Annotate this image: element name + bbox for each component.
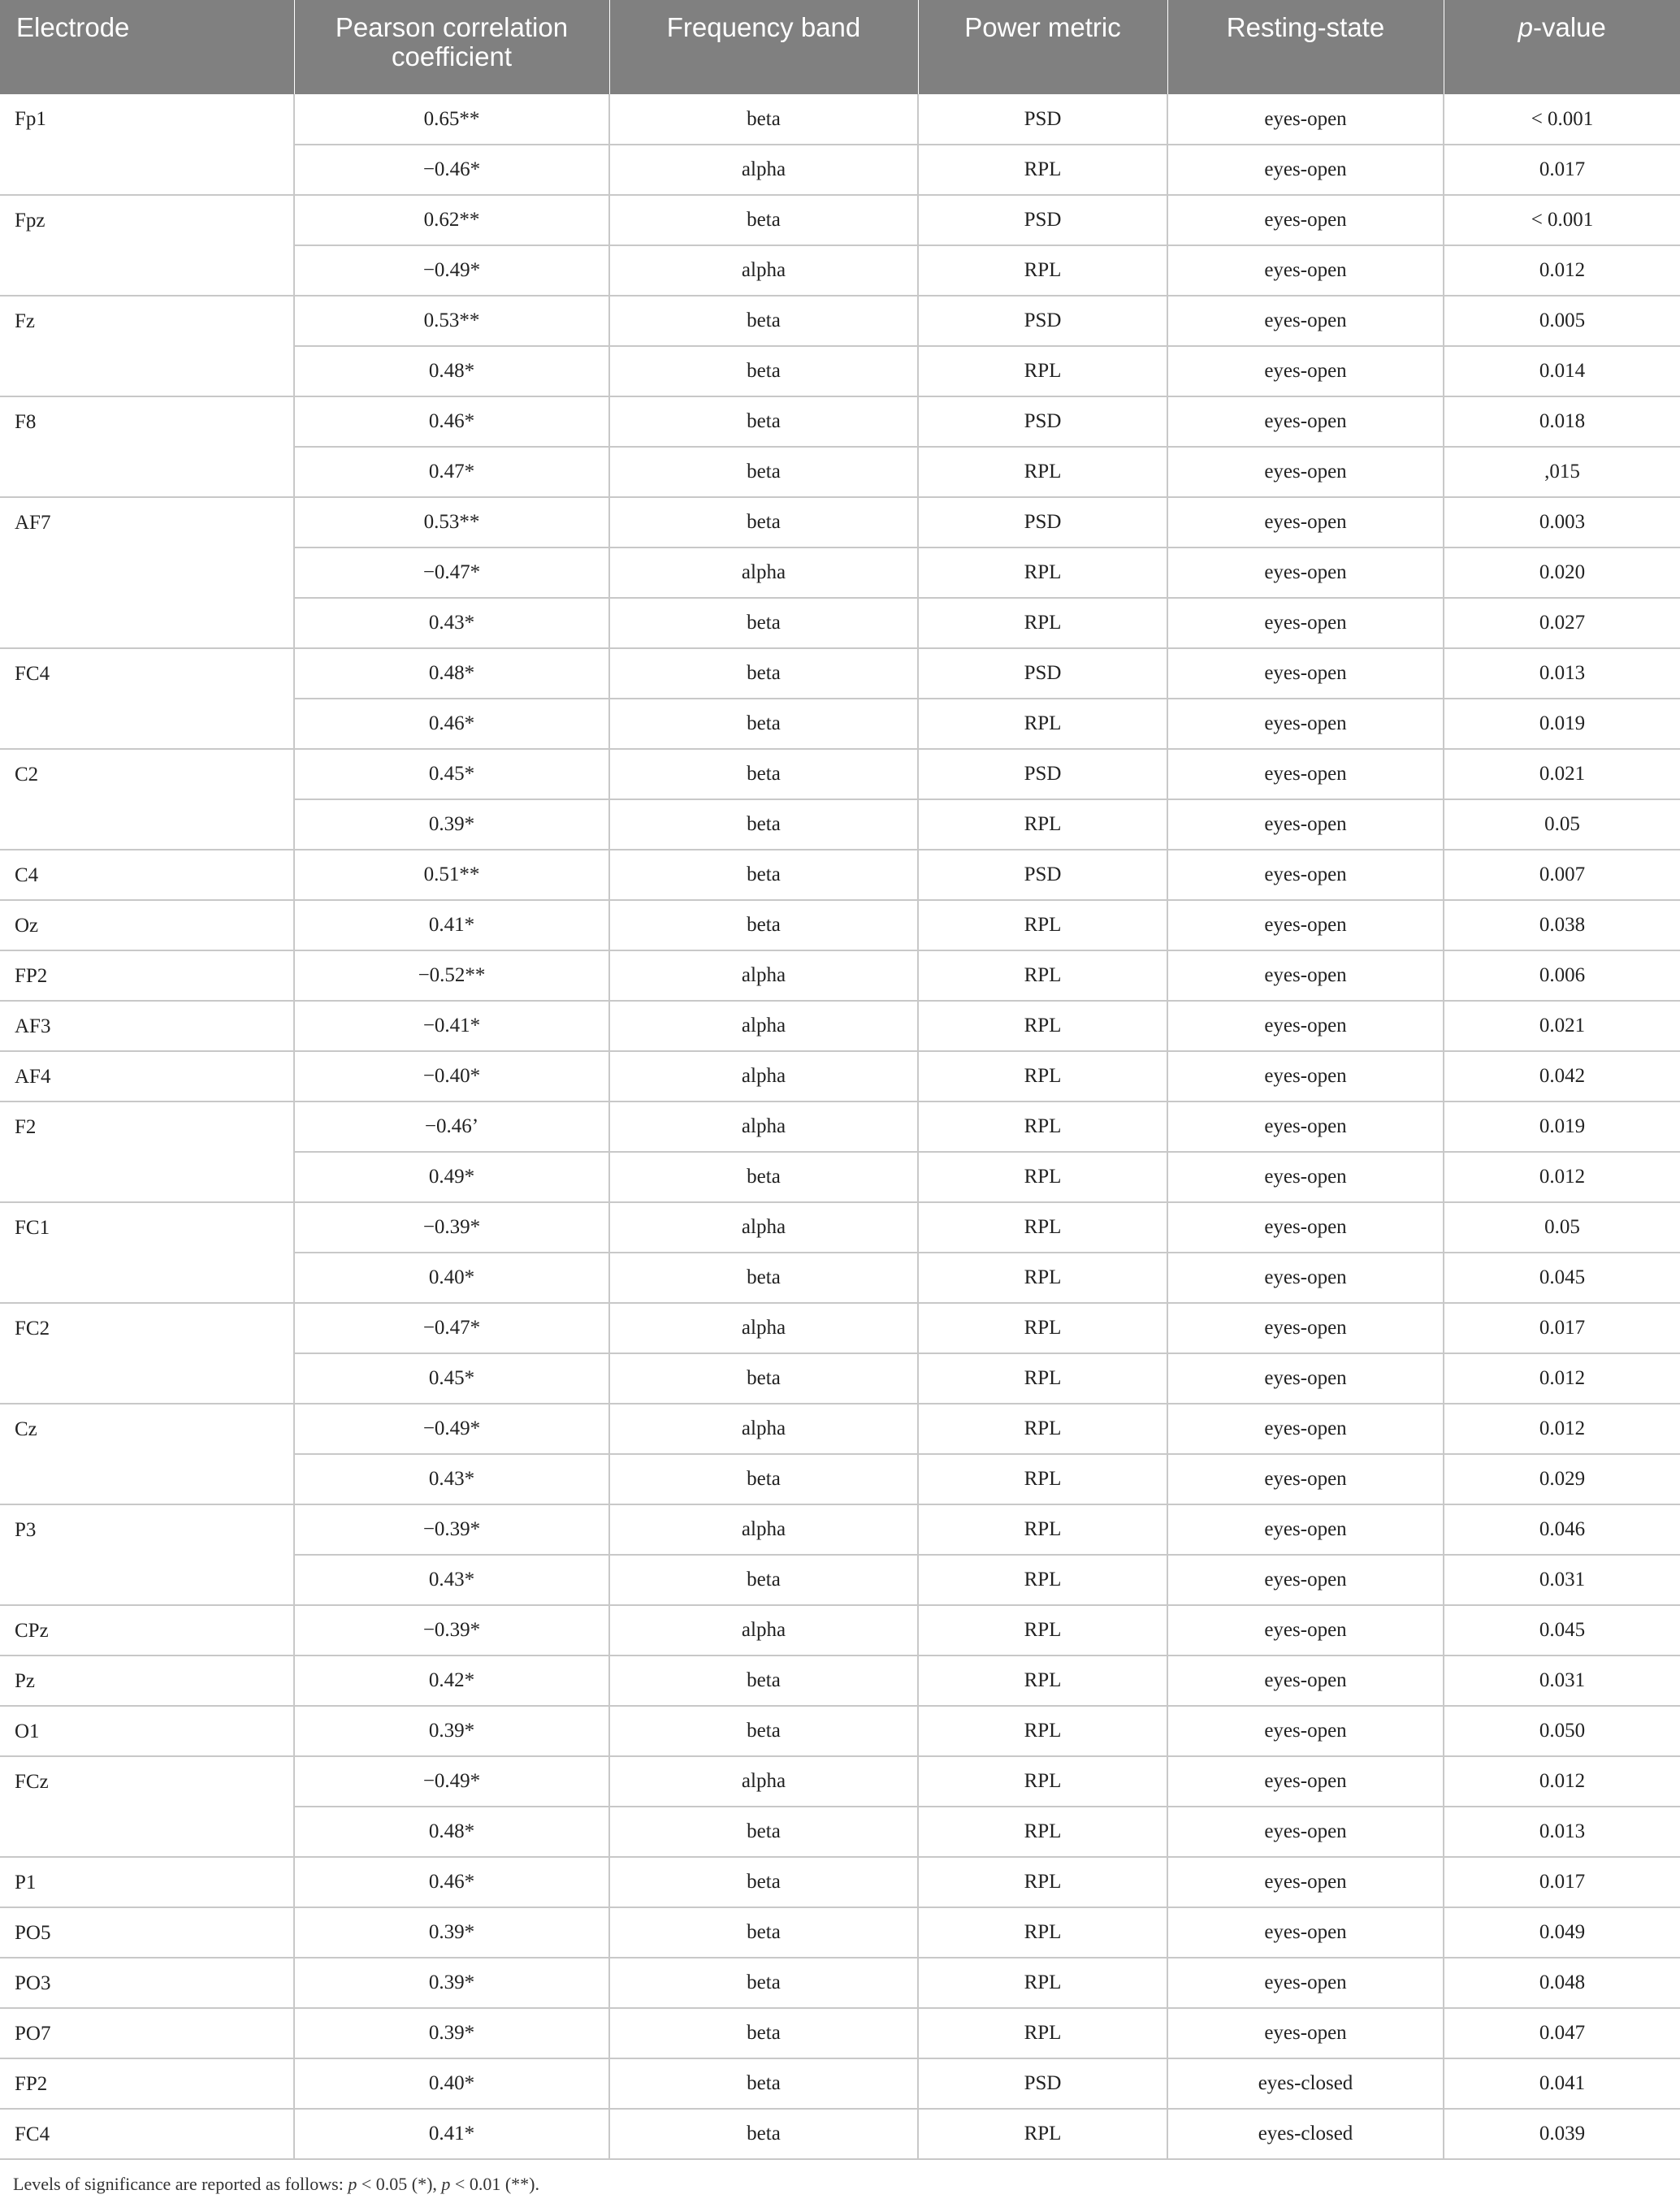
table-row xyxy=(0,1051,1680,1102)
frequency-band-cell: alpha xyxy=(609,145,918,195)
power-metric-cell: RPL xyxy=(918,1807,1167,1857)
table-row xyxy=(0,195,1680,245)
p-value-cell: 0.029 xyxy=(1444,1454,1680,1504)
pearson-cell: 0.53** xyxy=(294,497,609,548)
pearson-cell: −0.39* xyxy=(294,1605,609,1655)
p-value-cell: 0.039 xyxy=(1444,2109,1680,2159)
resting-state-cell: eyes-open xyxy=(1167,296,1444,346)
power-metric-cell: RPL xyxy=(918,900,1167,950)
electrode-cell: FC2 xyxy=(0,1303,294,1404)
pearson-cell: 0.39* xyxy=(294,2008,609,2058)
table-row xyxy=(0,2109,1680,2159)
resting-state-cell: eyes-open xyxy=(1167,1504,1444,1555)
p-value-cell: < 0.001 xyxy=(1444,94,1680,145)
pearson-cell: 0.45* xyxy=(294,1353,609,1404)
p-value-cell: 0.012 xyxy=(1444,1152,1680,1202)
electrode-cell: FCz xyxy=(0,1756,294,1857)
power-metric-cell: PSD xyxy=(918,497,1167,548)
power-metric-cell: RPL xyxy=(918,1706,1167,1756)
frequency-band-cell: beta xyxy=(609,94,918,145)
pearson-cell: 0.43* xyxy=(294,598,609,648)
frequency-band-cell: beta xyxy=(609,699,918,749)
frequency-band-cell: beta xyxy=(609,195,918,245)
table-row xyxy=(0,1706,1680,1756)
footnote-p-symbol: p xyxy=(441,2174,451,2194)
power-metric-cell: RPL xyxy=(918,1404,1167,1454)
power-metric-cell: RPL xyxy=(918,447,1167,497)
table-row xyxy=(0,94,1680,145)
resting-state-cell: eyes-open xyxy=(1167,195,1444,245)
frequency-band-cell: beta xyxy=(609,1454,918,1504)
power-metric-cell: RPL xyxy=(918,1555,1167,1605)
resting-state-cell: eyes-open xyxy=(1167,2008,1444,2058)
frequency-band-cell: alpha xyxy=(609,1051,918,1102)
pearson-cell: 0.40* xyxy=(294,1253,609,1303)
p-value-cell: 0.012 xyxy=(1444,1756,1680,1807)
table-row xyxy=(0,900,1680,950)
p-value-cell: 0.019 xyxy=(1444,1102,1680,1152)
power-metric-cell: RPL xyxy=(918,1152,1167,1202)
frequency-band-cell: alpha xyxy=(609,1202,918,1253)
p-value-cell: 0.012 xyxy=(1444,1404,1680,1454)
pearson-cell: 0.40* xyxy=(294,2058,609,2109)
resting-state-cell: eyes-open xyxy=(1167,648,1444,699)
table-row xyxy=(0,850,1680,900)
p-value-cell: 0.013 xyxy=(1444,1807,1680,1857)
frequency-band-cell: alpha xyxy=(609,1756,918,1807)
p-value-cell: ,015 xyxy=(1444,447,1680,497)
table-row xyxy=(0,1655,1680,1706)
table-row xyxy=(0,648,1680,699)
power-metric-cell: PSD xyxy=(918,195,1167,245)
frequency-band-cell: beta xyxy=(609,1807,918,1857)
resting-state-cell: eyes-open xyxy=(1167,447,1444,497)
table-row xyxy=(0,749,1680,799)
power-metric-cell: RPL xyxy=(918,245,1167,296)
frequency-band-cell: alpha xyxy=(609,1303,918,1353)
pearson-cell: −0.46’ xyxy=(294,1102,609,1152)
p-value-cell: 0.020 xyxy=(1444,548,1680,598)
p-value-cell: 0.031 xyxy=(1444,1555,1680,1605)
resting-state-cell: eyes-open xyxy=(1167,1857,1444,1907)
header-frequency-band: Frequency band xyxy=(609,0,918,94)
power-metric-cell: RPL xyxy=(918,950,1167,1001)
electrode-cell: F8 xyxy=(0,396,294,497)
resting-state-cell: eyes-open xyxy=(1167,396,1444,447)
frequency-band-cell: beta xyxy=(609,799,918,850)
resting-state-cell: eyes-open xyxy=(1167,900,1444,950)
p-value-cell: 0.021 xyxy=(1444,749,1680,799)
frequency-band-cell: beta xyxy=(609,2058,918,2109)
table-row xyxy=(0,1202,1680,1253)
footnote-p-symbol: p xyxy=(348,2174,357,2194)
frequency-band-cell: beta xyxy=(609,346,918,396)
frequency-band-cell: beta xyxy=(609,749,918,799)
table-row xyxy=(0,1605,1680,1655)
resting-state-cell: eyes-open xyxy=(1167,749,1444,799)
pearson-cell: 0.49* xyxy=(294,1152,609,1202)
pearson-cell: −0.46* xyxy=(294,145,609,195)
pearson-cell: −0.47* xyxy=(294,548,609,598)
resting-state-cell: eyes-open xyxy=(1167,245,1444,296)
p-value-cell: 0.019 xyxy=(1444,699,1680,749)
table-row xyxy=(0,1857,1680,1907)
pearson-cell: 0.65** xyxy=(294,94,609,145)
electrode-cell: Fpz xyxy=(0,195,294,296)
p-value-cell: 0.048 xyxy=(1444,1958,1680,2008)
pearson-cell: 0.53** xyxy=(294,296,609,346)
frequency-band-cell: beta xyxy=(609,1907,918,1958)
table-row xyxy=(0,396,1680,447)
resting-state-cell: eyes-open xyxy=(1167,1152,1444,1202)
power-metric-cell: PSD xyxy=(918,850,1167,900)
power-metric-cell: RPL xyxy=(918,598,1167,648)
frequency-band-cell: beta xyxy=(609,447,918,497)
pearson-cell: 0.39* xyxy=(294,1907,609,1958)
footnote-lead: Levels of significance are reported as follows: xyxy=(13,2174,349,2194)
resting-state-cell: eyes-open xyxy=(1167,1454,1444,1504)
pearson-cell: 0.46* xyxy=(294,396,609,447)
electrode-cell: PO3 xyxy=(0,1958,294,2008)
resting-state-cell: eyes-open xyxy=(1167,1706,1444,1756)
pearson-cell: 0.43* xyxy=(294,1454,609,1504)
frequency-band-cell: beta xyxy=(609,1655,918,1706)
pearson-cell: 0.47* xyxy=(294,447,609,497)
electrode-cell: P1 xyxy=(0,1857,294,1907)
power-metric-cell: RPL xyxy=(918,1504,1167,1555)
header-p-suffix: -value xyxy=(1532,12,1606,42)
resting-state-cell: eyes-open xyxy=(1167,1605,1444,1655)
p-value-cell: 0.003 xyxy=(1444,497,1680,548)
table-row xyxy=(0,2058,1680,2109)
pearson-cell: −0.49* xyxy=(294,1756,609,1807)
power-metric-cell: RPL xyxy=(918,1001,1167,1051)
table-row xyxy=(0,1404,1680,1454)
power-metric-cell: RPL xyxy=(918,2109,1167,2159)
frequency-band-cell: alpha xyxy=(609,1504,918,1555)
footnote-threshold-2: < 0.01 (**). xyxy=(450,2174,539,2194)
pearson-cell: 0.48* xyxy=(294,1807,609,1857)
frequency-band-cell: beta xyxy=(609,1857,918,1907)
p-value-cell: 0.045 xyxy=(1444,1253,1680,1303)
resting-state-cell: eyes-open xyxy=(1167,1907,1444,1958)
resting-state-cell: eyes-open xyxy=(1167,145,1444,195)
pearson-cell: 0.43* xyxy=(294,1555,609,1605)
resting-state-cell: eyes-open xyxy=(1167,1001,1444,1051)
electrode-cell: FC4 xyxy=(0,2109,294,2159)
header-row xyxy=(0,0,1680,94)
table-header xyxy=(0,0,1680,94)
pearson-cell: 0.41* xyxy=(294,2109,609,2159)
resting-state-cell: eyes-open xyxy=(1167,1303,1444,1353)
power-metric-cell: RPL xyxy=(918,1907,1167,1958)
resting-state-cell: eyes-open xyxy=(1167,1102,1444,1152)
p-value-cell: 0.013 xyxy=(1444,648,1680,699)
resting-state-cell: eyes-open xyxy=(1167,1051,1444,1102)
electrode-cell: Fz xyxy=(0,296,294,396)
resting-state-cell: eyes-closed xyxy=(1167,2109,1444,2159)
frequency-band-cell: beta xyxy=(609,648,918,699)
frequency-band-cell: beta xyxy=(609,1152,918,1202)
pearson-cell: 0.39* xyxy=(294,799,609,850)
frequency-band-cell: beta xyxy=(609,296,918,346)
electrode-cell: C2 xyxy=(0,749,294,850)
resting-state-cell: eyes-open xyxy=(1167,1756,1444,1807)
electrode-cell: AF4 xyxy=(0,1051,294,1102)
p-value-cell: 0.005 xyxy=(1444,296,1680,346)
p-value-cell: 0.018 xyxy=(1444,396,1680,447)
pearson-cell: 0.46* xyxy=(294,1857,609,1907)
header-p-italic: p xyxy=(1518,12,1533,42)
pearson-cell: 0.39* xyxy=(294,1958,609,2008)
resting-state-cell: eyes-open xyxy=(1167,799,1444,850)
power-metric-cell: RPL xyxy=(918,699,1167,749)
power-metric-cell: RPL xyxy=(918,145,1167,195)
p-value-cell: 0.006 xyxy=(1444,950,1680,1001)
pearson-cell: 0.48* xyxy=(294,346,609,396)
resting-state-cell: eyes-open xyxy=(1167,1655,1444,1706)
electrode-cell: FP2 xyxy=(0,2058,294,2109)
power-metric-cell: RPL xyxy=(918,1102,1167,1152)
p-value-cell: 0.014 xyxy=(1444,346,1680,396)
header-pearson: Pearson correlation coefficient xyxy=(294,0,609,94)
power-metric-cell: RPL xyxy=(918,548,1167,598)
p-value-cell: 0.017 xyxy=(1444,1303,1680,1353)
resting-state-cell: eyes-open xyxy=(1167,548,1444,598)
resting-state-cell: eyes-open xyxy=(1167,1958,1444,2008)
frequency-band-cell: alpha xyxy=(609,1404,918,1454)
resting-state-cell: eyes-closed xyxy=(1167,2058,1444,2109)
resting-state-cell: eyes-open xyxy=(1167,699,1444,749)
p-value-cell: < 0.001 xyxy=(1444,195,1680,245)
power-metric-cell: PSD xyxy=(918,396,1167,447)
pearson-cell: −0.40* xyxy=(294,1051,609,1102)
table-row xyxy=(0,497,1680,548)
frequency-band-cell: beta xyxy=(609,598,918,648)
pearson-cell: 0.39* xyxy=(294,1706,609,1756)
pearson-cell: 0.62** xyxy=(294,195,609,245)
p-value-cell: 0.046 xyxy=(1444,1504,1680,1555)
frequency-band-cell: alpha xyxy=(609,950,918,1001)
resting-state-cell: eyes-open xyxy=(1167,497,1444,548)
electrode-cell: FP2 xyxy=(0,950,294,1001)
p-value-cell: 0.031 xyxy=(1444,1655,1680,1706)
electrode-cell: P3 xyxy=(0,1504,294,1605)
resting-state-cell: eyes-open xyxy=(1167,1807,1444,1857)
significance-footnote xyxy=(13,2174,539,2195)
table-row xyxy=(0,2008,1680,2058)
resting-state-cell: eyes-open xyxy=(1167,1404,1444,1454)
frequency-band-cell: alpha xyxy=(609,1605,918,1655)
power-metric-cell: RPL xyxy=(918,799,1167,850)
p-value-cell: 0.042 xyxy=(1444,1051,1680,1102)
table-body xyxy=(0,94,1680,2159)
p-value-cell: 0.027 xyxy=(1444,598,1680,648)
frequency-band-cell: beta xyxy=(609,2008,918,2058)
power-metric-cell: RPL xyxy=(918,1303,1167,1353)
frequency-band-cell: beta xyxy=(609,1555,918,1605)
electrode-cell: FC1 xyxy=(0,1202,294,1303)
frequency-band-cell: beta xyxy=(609,396,918,447)
power-metric-cell: RPL xyxy=(918,2008,1167,2058)
power-metric-cell: RPL xyxy=(918,1958,1167,2008)
frequency-band-cell: beta xyxy=(609,1958,918,2008)
p-value-cell: 0.05 xyxy=(1444,1202,1680,1253)
p-value-cell: 0.049 xyxy=(1444,1907,1680,1958)
frequency-band-cell: beta xyxy=(609,497,918,548)
pearson-cell: 0.45* xyxy=(294,749,609,799)
electrode-cell: F2 xyxy=(0,1102,294,1202)
p-value-cell: 0.021 xyxy=(1444,1001,1680,1051)
power-metric-cell: RPL xyxy=(918,1756,1167,1807)
p-value-cell: 0.045 xyxy=(1444,1605,1680,1655)
header-electrode: Electrode xyxy=(0,0,294,94)
frequency-band-cell: alpha xyxy=(609,1001,918,1051)
pearson-cell: −0.41* xyxy=(294,1001,609,1051)
pearson-cell: −0.49* xyxy=(294,245,609,296)
frequency-band-cell: beta xyxy=(609,1706,918,1756)
table-row xyxy=(0,1102,1680,1152)
p-value-cell: 0.047 xyxy=(1444,2008,1680,2058)
pearson-cell: 0.41* xyxy=(294,900,609,950)
resting-state-cell: eyes-open xyxy=(1167,850,1444,900)
p-value-cell: 0.05 xyxy=(1444,799,1680,850)
electrode-cell: Pz xyxy=(0,1655,294,1706)
electrode-cell: AF7 xyxy=(0,497,294,648)
resting-state-cell: eyes-open xyxy=(1167,1555,1444,1605)
power-metric-cell: PSD xyxy=(918,2058,1167,2109)
pearson-cell: −0.39* xyxy=(294,1504,609,1555)
p-value-cell: 0.041 xyxy=(1444,2058,1680,2109)
electrode-cell: AF3 xyxy=(0,1001,294,1051)
p-value-cell: 0.038 xyxy=(1444,900,1680,950)
p-value-cell: 0.050 xyxy=(1444,1706,1680,1756)
table-row xyxy=(0,1504,1680,1555)
electrode-cell: O1 xyxy=(0,1706,294,1756)
resting-state-cell: eyes-open xyxy=(1167,94,1444,145)
resting-state-cell: eyes-open xyxy=(1167,1353,1444,1404)
electrode-cell: C4 xyxy=(0,850,294,900)
resting-state-cell: eyes-open xyxy=(1167,1202,1444,1253)
pearson-cell: 0.51** xyxy=(294,850,609,900)
electrode-cell: FC4 xyxy=(0,648,294,749)
power-metric-cell: RPL xyxy=(918,1202,1167,1253)
header-p-value xyxy=(1444,0,1680,94)
p-value-cell: 0.012 xyxy=(1444,1353,1680,1404)
power-metric-cell: RPL xyxy=(918,1051,1167,1102)
pearson-cell: −0.47* xyxy=(294,1303,609,1353)
power-metric-cell: RPL xyxy=(918,1253,1167,1303)
pearson-cell: 0.48* xyxy=(294,648,609,699)
power-metric-cell: RPL xyxy=(918,1605,1167,1655)
p-value-cell: 0.017 xyxy=(1444,145,1680,195)
resting-state-cell: eyes-open xyxy=(1167,598,1444,648)
table-row xyxy=(0,1756,1680,1807)
power-metric-cell: PSD xyxy=(918,749,1167,799)
pearson-cell: −0.49* xyxy=(294,1404,609,1454)
frequency-band-cell: beta xyxy=(609,2109,918,2159)
electrode-cell: PO5 xyxy=(0,1907,294,1958)
electrode-cell: Oz xyxy=(0,900,294,950)
header-power-metric: Power metric xyxy=(918,0,1167,94)
pearson-cell: −0.52** xyxy=(294,950,609,1001)
resting-state-cell: eyes-open xyxy=(1167,1253,1444,1303)
p-value-cell: 0.007 xyxy=(1444,850,1680,900)
footnote-threshold-1: < 0.05 (*), xyxy=(357,2174,442,2194)
p-value-cell: 0.017 xyxy=(1444,1857,1680,1907)
power-metric-cell: RPL xyxy=(918,1857,1167,1907)
power-metric-cell: RPL xyxy=(918,346,1167,396)
frequency-band-cell: alpha xyxy=(609,548,918,598)
frequency-band-cell: beta xyxy=(609,850,918,900)
table-row xyxy=(0,1001,1680,1051)
table-row xyxy=(0,1958,1680,2008)
power-metric-cell: RPL xyxy=(918,1353,1167,1404)
table-row xyxy=(0,1907,1680,1958)
p-value-cell: 0.012 xyxy=(1444,245,1680,296)
frequency-band-cell: beta xyxy=(609,1253,918,1303)
electrode-cell: Fp1 xyxy=(0,94,294,195)
frequency-band-cell: alpha xyxy=(609,1102,918,1152)
electrode-cell: PO7 xyxy=(0,2008,294,2058)
electrode-cell: Cz xyxy=(0,1404,294,1504)
power-metric-cell: RPL xyxy=(918,1454,1167,1504)
power-metric-cell: PSD xyxy=(918,296,1167,346)
electrode-cell: CPz xyxy=(0,1605,294,1655)
pearson-cell: −0.39* xyxy=(294,1202,609,1253)
power-metric-cell: PSD xyxy=(918,94,1167,145)
frequency-band-cell: beta xyxy=(609,1353,918,1404)
frequency-band-cell: alpha xyxy=(609,245,918,296)
header-resting-state: Resting-state xyxy=(1167,0,1444,94)
power-metric-cell: RPL xyxy=(918,1655,1167,1706)
table-row xyxy=(0,1303,1680,1353)
table-row xyxy=(0,950,1680,1001)
table-row xyxy=(0,296,1680,346)
pearson-cell: 0.42* xyxy=(294,1655,609,1706)
resting-state-cell: eyes-open xyxy=(1167,950,1444,1001)
frequency-band-cell: beta xyxy=(609,900,918,950)
pearson-cell: 0.46* xyxy=(294,699,609,749)
resting-state-cell: eyes-open xyxy=(1167,346,1444,396)
power-metric-cell: PSD xyxy=(918,648,1167,699)
